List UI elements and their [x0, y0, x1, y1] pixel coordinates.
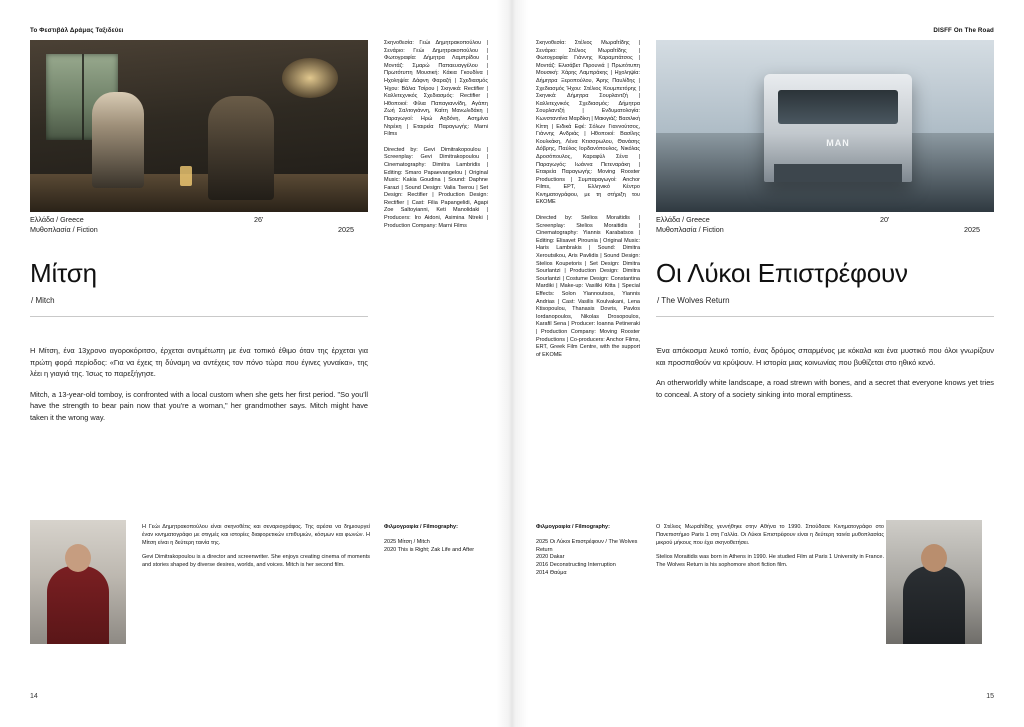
- film-still-mitch: [30, 40, 368, 212]
- portrait-figure-shape: [903, 566, 965, 644]
- filmography-left: [384, 524, 488, 554]
- film-still-wolves: [656, 40, 994, 212]
- filmography-entry: 2025 Μίτση / Mitch: [384, 538, 430, 545]
- credits-greek-right: Σκηνοθεσία: Στέλιος Μωραΐτίδης | Σενάριο: Στέλιος Μωραΐτίδης | Φωτογραφία: Γιάννης Καραμπάτσος | Μοντάζ: Ελισάβετ Πιρουνιά | Πρωτότυπη Μουσική: Χάρης Λαμπράκης | Ηχοληψία: Δήμητρα Ξεροπούλου, Άρης Παυλίδης | Σχεδιασμός Ήχου: Στέλιος Κουμπετόρης | Σκηνικά: Δήμητρα Σουρλαντζή | Καλλιτεχνικός Σχεδιασμός: Δήμητρα Σουρλαντζή | Ενδυματολογία: Κωνσταντίνα Μαρδίκη | Μακιγιάζ: Βασιλική Κίττη | Ειδικά Εφέ: Σόλων Γιαννούτσος, Γιάννης Ανδριάς | Ηθοποιοί: Βασίλης Κουλκάκη, Λένα Κτισσρωλου, Θανάσης Δόβρης, Παύλος Ιορδανόπουλος, Νικόλας Δροσόπουλος, Καραφύλ Σένα | Παραγωγός: Ιωάννα Πετεναράκη | Εταιρεία Παραγωγής: Moving Rooster Productions | Συμπαραγωγοί: Anchor Films, ΕΡΤ, Ελληνικό Κέντρο Κινηματογράφου, με τη στήριξη του ΕΚΟΜΕ: [536, 40, 640, 206]
- filmography-heading-left: Φιλμογραφία / Filmography:: [384, 524, 458, 530]
- director-portrait-left: [30, 520, 126, 644]
- film-duration-right: 20': [880, 215, 890, 224]
- synopsis-english-right: An otherworldly white landscape, a road strewn with bones, and a secret that everyone knows yet tries to conceal. A story of a society sinking into moral emptiness.: [656, 378, 994, 399]
- synopsis-block-left: [30, 345, 368, 433]
- filmography-entry: 2025 Οι Λύκοι Επιστρέφουν / The Wolves Return: [536, 538, 638, 553]
- portrait-figure-shape: [47, 566, 109, 644]
- filmography-heading-right: Φιλμογραφία / Filmography:: [536, 524, 610, 530]
- running-head-right: DISFF On The Road: [933, 27, 994, 34]
- filmography-entry: 2014 Θαύμα: [536, 569, 567, 576]
- film-title-left: Μίτση: [30, 258, 97, 288]
- running-head-left: Το Φεστιβάλ Δράμας Ταξιδεύει: [30, 27, 124, 34]
- filmography-right: [536, 524, 640, 578]
- film-title-right: Οι Λύκοι Επιστρέφουν: [656, 258, 908, 288]
- filmography-entry: 2020 This is Right; Zak Life and After: [384, 546, 475, 553]
- synopsis-english-left: Mitch, a 13-year-old tomboy, is confronted with a local custom when she gets her first period. "So you'll have the strength to bear pain now that you're a woman," her grandmother says. Mitch might have taken it the wrong way.: [30, 389, 368, 422]
- divider-left: [30, 316, 368, 317]
- filmography-entry: 2020 Dakar: [536, 554, 565, 561]
- synopsis-greek-right: Ένα απόκοσμα λευκό τοπίο, ένας δρόμος σπαρμένος με κόκαλα και ένα μυστικό που όλοι γνωρίζουν και προσπαθούν να κρύψουν. Η ιστορία μιας κοινωνίας που βυθίζεται στο ηθικό κενό.: [656, 346, 994, 367]
- figure-shape-left: [92, 92, 144, 188]
- director-portrait-right: [886, 520, 982, 644]
- credits-block-right: [536, 40, 640, 367]
- film-country-right: Ελλάδα / Greece: [656, 215, 710, 224]
- film-subtitle-right: / The Wolves Return: [657, 296, 730, 305]
- director-bio-english-right: Stelios Moraitidis was born in Athens in 1990. He studied Film at Paris 1 University in France. The Wolves Return is his sophomore short fiction film.: [656, 554, 884, 569]
- credits-greek-left: Σκηνοθεσία: Γεώι Δημητρακοπούλου | Σενάριο: Γεώι Δημητρακοπούλου | Φωτογραφία: Δήμητρα Λαμπρίδου | Μοντάζ: Σμαρώ Παπαευαγγέλου | Πρωτότυπη Μουσική: Κάκια Γκουδίνα | Ηχοληψία: Δάφνη Φαραζή | Σχεδιασμός Ήχου: Βάλια Τσίρου | Σκηνικά: Rectifier | Καλλιτεχνικός Σχεδιασμός: Rectifier | Ηθοποιοί: Φίλια Παπαγιαννίδη, Αγάπη Ζωή Σαλτογιάννη, Καίτη Μανωλιδάκη | Παραγωγοί: Ηρώ Αηδόνη, Ασημίνα Ντρέκη | Εταιρεία Παραγωγής: Marni Films: [384, 40, 488, 138]
- glass-shape: [180, 166, 192, 186]
- film-genre-left: Μυθοπλασία / Fiction: [30, 225, 98, 234]
- film-year-left: 2025: [338, 225, 354, 234]
- filmography-entry: 2016 Deconstructing Interruption: [536, 562, 616, 569]
- director-bio-greek-left: Η Γεώι Δημητρακοπούλου είναι σκηνοθέτις και σεναριογράφος. Της αρέσει να δημιουργεί έναν κινηματογράφο με στιγμές και ιστορίες διαφορετικών επιθυμιών, κόσμων και φωνών. Η Μίτση είναι η δεύτερη ταινία της.: [142, 524, 370, 546]
- credits-block-left: [384, 40, 488, 238]
- director-bio-right: [656, 524, 884, 577]
- credits-english-left: Directed by: Gevi Dimitrakopoulou | Screenplay: Gevi Dimitrakopoulou | Cinematography: Dimitra Lambridis | Editing: Smaro Papaevangelou | Original Music: Kakia Goudina | Sound: Daphne Farazi | Sound Design: Valia Tserou | Set Design: Rectifier | Production Design: Rectifier | Cast: Filia Papangelidi, Agapi Zoe Saltoyianni, Keti Manolidaki | Producers: Iro Aidoni, Asimina Ntreki | Production Company: Marni Films: [384, 146, 488, 229]
- table-shape: [30, 174, 368, 212]
- truck-brand-label: MAN: [826, 138, 850, 148]
- director-bio-english-left: Gevi Dimitrakopoulou is a director and screenwriter. She enjoys creating cinema of moments and stories shaped by diverse desires, worlds, and voices. Mitch is her second film.: [142, 554, 370, 569]
- figure-shape-right: [208, 96, 274, 200]
- film-genre-right: Μυθοπλασία / Fiction: [656, 225, 724, 234]
- film-subtitle-left: / Mitch: [31, 296, 55, 305]
- director-bio-greek-right: Ο Στέλιος Μωραΐτίδης γεννήθηκε στην Αθήνα το 1990. Σπούδασε Κινηματογράφο στο Πανεπιστήμιο Paris 1 στη Γαλλία. Οι Λύκοι Επιστρέφουν είναι η δεύτερη ταινία μυθοπλασίας μικρού μήκους που έχει σκηνοθετήσει.: [656, 524, 884, 546]
- synopsis-greek-left: Η Μίτση, ένα 13χρονο αγοροκόριτσο, έρχεται αντιμέτωπη με ένα τοπικό έθιμο όταν της έρχεται για πρώτη φορά περίοδος: «Για να έχεις τη δύναμη να αντέχεις τον πόνο τώρα που έγινες γυναίκα», της λέει η γιαγιά της. Ίσως το παρεξήγησε.: [30, 346, 368, 379]
- synopsis-block-right: [656, 345, 994, 409]
- film-year-right: 2025: [964, 225, 980, 234]
- page-number-right: 15: [986, 693, 994, 700]
- film-country-left: Ελλάδα / Greece: [30, 215, 84, 224]
- divider-right: [656, 316, 994, 317]
- page-number-left: 14: [30, 693, 38, 700]
- film-duration-left: 26': [254, 215, 264, 224]
- credits-english-right: Directed by: Stelios Moraitidis | Screenplay: Stelios Moraitidis | Cinematography: Yiannis Karabatsos | Editing: Elisavet Pirounia | Original Music: Haris Lambrakis | Sound: Dimitra Xeroutsikou, Aris Pavlidis | Sound Design: Stelios Koupetoris | Set Design: Dimitra Sourlantzi | Production Design: Dimitra Sourlantzi | Costume Design: Constantina Mardiki | Make-up: Vasiliki Kitta | Special Effects: Solon Yiannoutsos, Yiannis Andrias | Cast: Vasilis Koulvakani, Lena Ktisopoulou, Thanasis Dovris, Pavlos Iordanopoulos, Nikolas Drosopoulos, Karafil Sena | Producer: Ioanna Petineraki | Production Company: Moving Rooster Productions | Co-producers: Anchor Films, ERT, Greek Film Centre, with the support of EKOME: [536, 215, 640, 358]
- director-bio-left: [142, 524, 370, 577]
- lamp-glow-shape: [282, 58, 338, 98]
- truck-shape: [764, 74, 912, 182]
